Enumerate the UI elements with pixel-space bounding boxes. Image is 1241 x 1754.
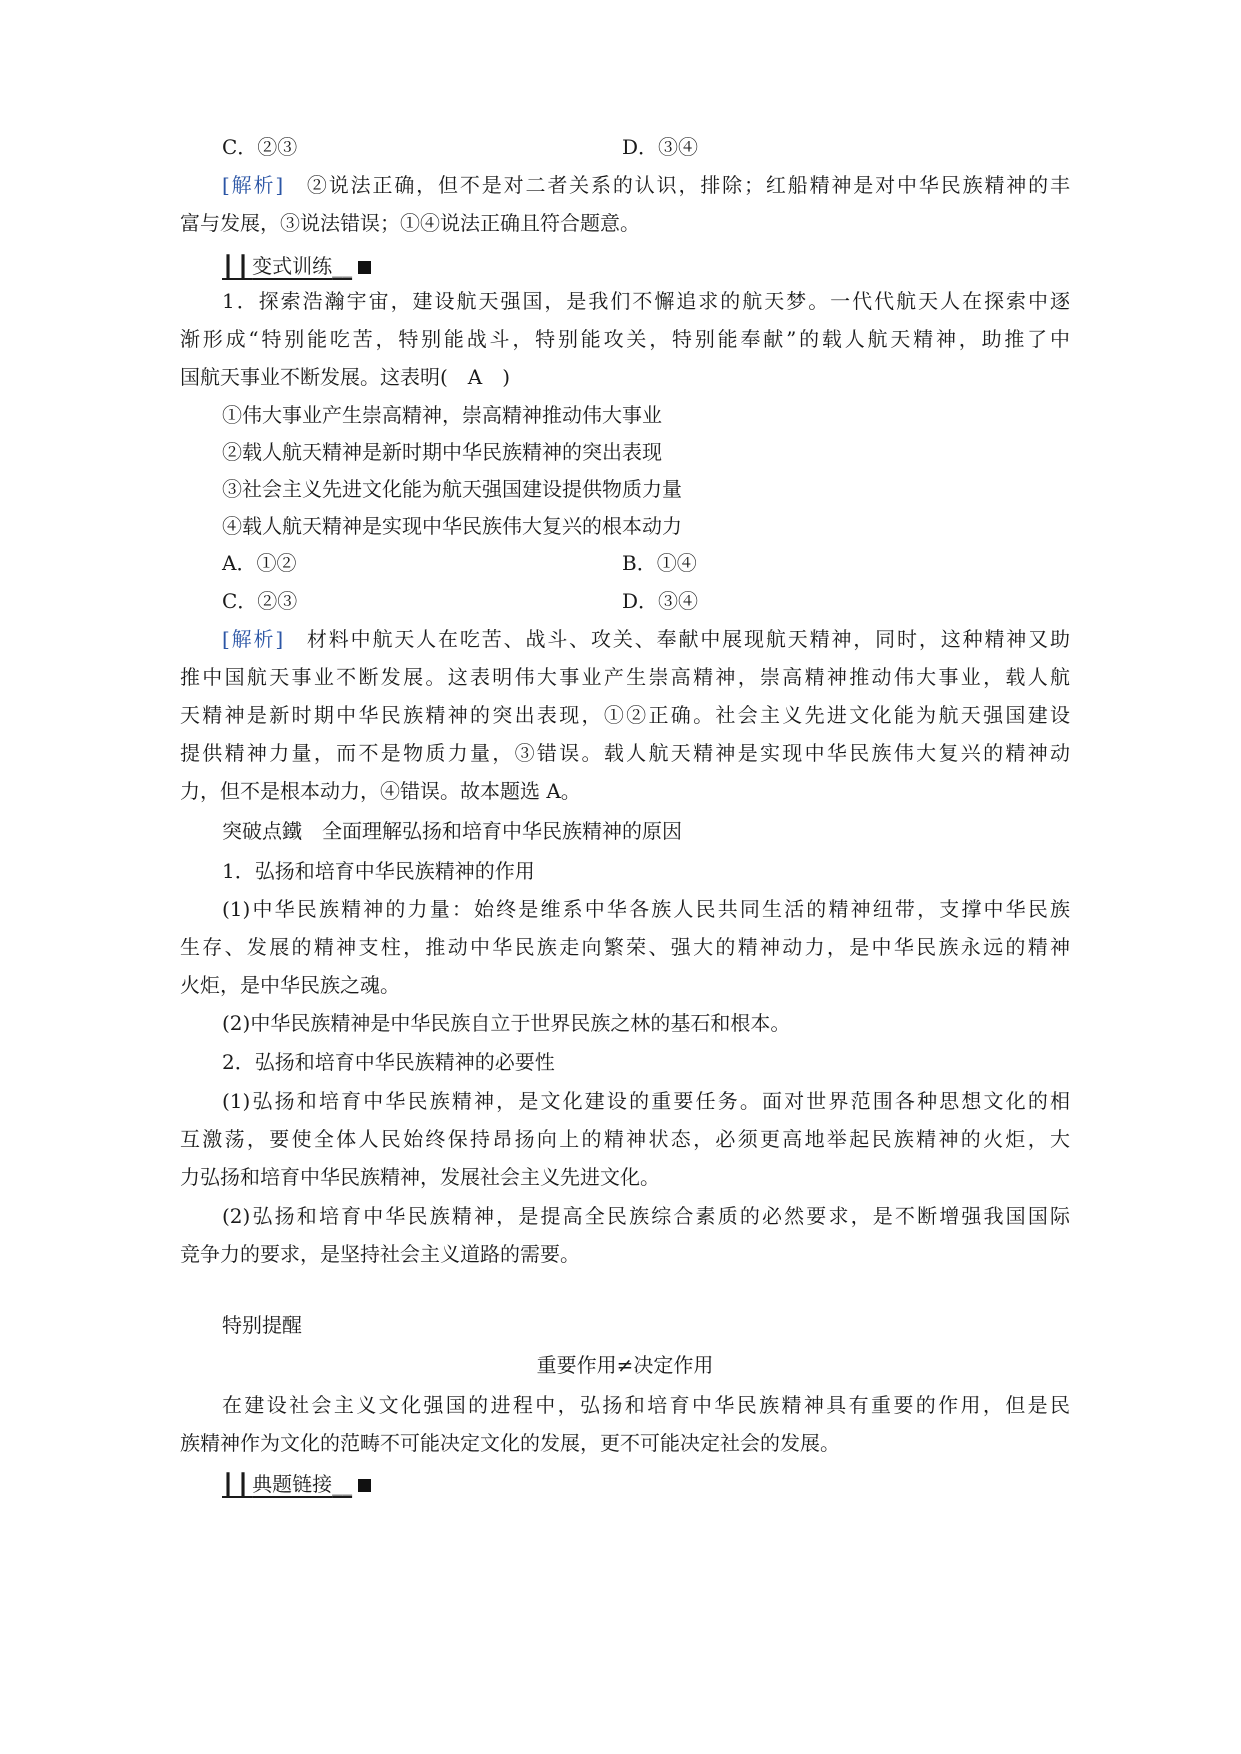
section-title: 典题链接 <box>252 1472 333 1496</box>
analysis-prev-line-2: 富与发展，③说法错误；①④说法正确且符合题意。 <box>180 211 640 235</box>
analysis1-line-1 <box>222 620 1070 658</box>
option-d-prev: D．③④ <box>622 135 699 159</box>
point2-p1-line-3: 力弘扬和培育中华民族精神，发展社会主义先进文化。 <box>180 1165 660 1189</box>
reminder-label: 特别提醒 <box>222 1313 302 1337</box>
section-bars-icon: ┃┃ <box>222 1472 253 1496</box>
reminder-line-2: 族精神作为文化的范畴不可能决定文化的发展，更不可能决定社会的发展。 <box>180 1431 840 1455</box>
option-a: A．①② <box>222 551 297 575</box>
black-square-icon <box>358 261 371 274</box>
question1-line-1: 1．探索浩瀚宇宙，建设航天强国，是我们不懈追求的航天梦。一代代航天人在探索中逐 <box>222 289 1070 313</box>
question1-item-2: ②载人航天精神是新时期中华民族精神的突出表现 <box>222 440 662 464</box>
point1-p1-line-1: (1)中华民族精神的力量：始终是维系中华各族人民共同生活的精神纽带，支撑中华民族 <box>222 897 1070 921</box>
analysis1-line-3: 天精神是新时期中华民族精神的突出表现，①②正确。社会主义先进文化能为航天强国建设 <box>180 703 1070 727</box>
option-c-prev: C．②③ <box>222 135 298 159</box>
option-d: D．③④ <box>622 589 699 613</box>
reminder-title: 重要作用≠决定作用 <box>536 1353 714 1377</box>
point2-p2-line-1: (2)弘扬和培育中华民族精神，是提高全民族综合素质的必然要求，是不断增强我国国际 <box>222 1204 1070 1228</box>
point1-title: 1．弘扬和培育中华民族精神的作用 <box>222 859 535 883</box>
analysis-label: [解析] <box>222 173 284 197</box>
analysis1-line-2: 推中国航天事业不断发展。这表明伟大事业产生崇高精神，崇高精神推动伟大事业，载人航 <box>180 665 1070 689</box>
question1-item-4: ④载人航天精神是实现中华民族伟大复兴的根本动力 <box>222 514 682 538</box>
question1-item-3: ③社会主义先进文化能为航天强国建设提供物质力量 <box>222 477 682 501</box>
point1-p1-line-2: 生存、发展的精神支柱，推动中华民族走向繁荣、强大的精神动力，是中华民族永远的精神 <box>180 935 1070 959</box>
question1-line-2: 渐形成“特别能吃苦，特别能战斗，特别能攻关，特别能奉献”的载人航天精神，助推了中 <box>180 327 1070 351</box>
point2-p2-line-2: 竞争力的要求，是坚持社会主义道路的需要。 <box>180 1242 580 1266</box>
reminder-line-1: 在建设社会主义文化强国的进程中，弘扬和培育中华民族精神具有重要的作用，但是民 <box>222 1393 1070 1417</box>
section-variant-training <box>222 247 371 285</box>
question1-item-1: ①伟大事业产生崇高精神，崇高精神推动伟大事业 <box>222 403 662 427</box>
analysis1-line-5: 力，但不是根本动力，④错误。故本题选 A。 <box>180 779 581 803</box>
point1-p2: (2)中华民族精神是中华民族自立于世界民族之林的基石和根本。 <box>222 1011 791 1035</box>
section-underline: __ <box>332 254 353 278</box>
section-title: 变式训练 <box>252 254 333 278</box>
analysis-prev-line-1 <box>222 166 1070 204</box>
point2-p1-line-1: (1)弘扬和培育中华民族精神，是文化建设的重要任务。面对世界范围各种思想文化的相 <box>222 1089 1070 1113</box>
point2-p1-line-2: 互激荡，要使全体人民始终保持昂扬向上的精神状态，必须更高地举起民族精神的火炬，大 <box>180 1127 1070 1151</box>
option-b: B．①④ <box>622 551 697 575</box>
analysis-label: [解析] <box>222 627 284 651</box>
option-c: C．②③ <box>222 589 298 613</box>
analysis-prev-text-1: ②说法正确，但不是对二者关系的认识，排除；红船精神是对中华民族精神的丰 <box>306 173 1071 197</box>
section-bars-icon: ┃┃ <box>222 254 253 278</box>
point2-title: 2．弘扬和培育中华民族精神的必要性 <box>222 1050 555 1074</box>
section-example-link <box>222 1465 371 1503</box>
breakthrough-heading: 突破点鐵 全面理解弘扬和培育中华民族精神的原因 <box>222 819 682 843</box>
point1-p1-line-3: 火炬，是中华民族之魂。 <box>180 973 400 997</box>
analysis1-line-4: 提供精神力量，而不是物质力量，③错误。载人航天精神是实现中华民族伟大复兴的精神动 <box>180 741 1070 765</box>
section-underline: __ <box>332 1472 353 1496</box>
question1-line-3: 国航天事业不断发展。这表明( A ) <box>180 365 511 389</box>
analysis1-text-1: 材料中航天人在吃苦、战斗、攻关、奉献中展现航天精神，同时，这种精神又助 <box>306 627 1071 651</box>
black-square-icon <box>358 1479 371 1492</box>
